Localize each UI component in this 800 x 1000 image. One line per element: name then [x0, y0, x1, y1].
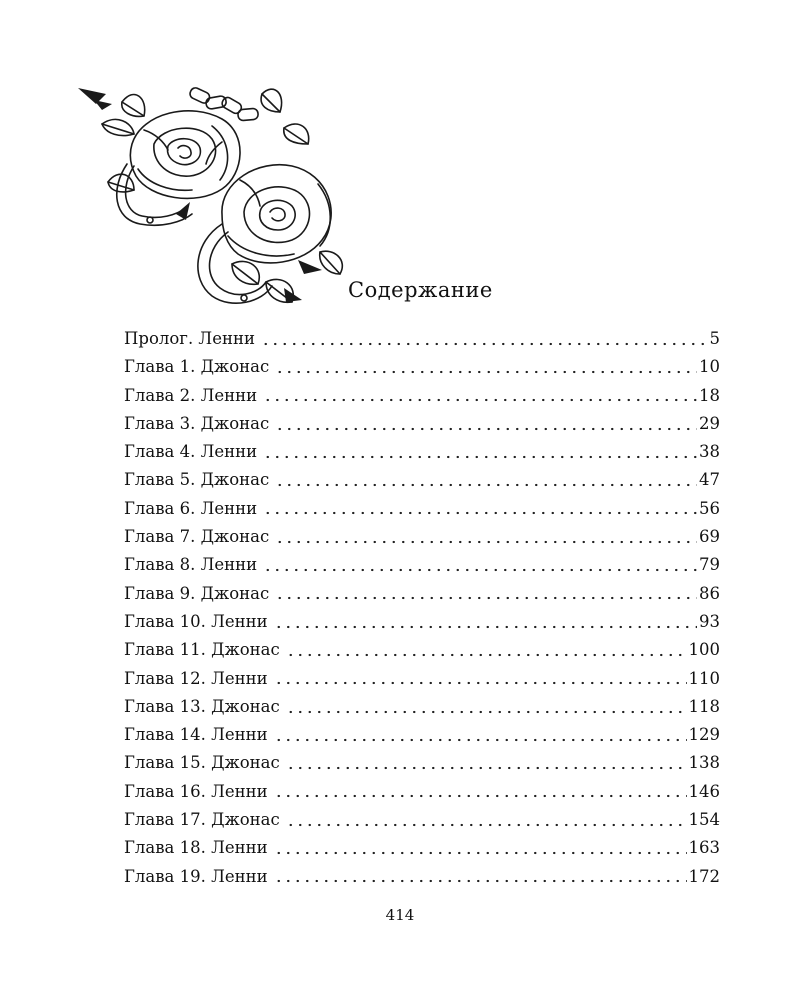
dot-leader — [263, 565, 697, 575]
toc-entry — [124, 551, 720, 579]
toc-entry-label: Глава 12. Ленни — [124, 668, 268, 688]
toc-entry-label: Глава 18. Ленни — [124, 838, 268, 858]
toc-entry-label: Глава 10. Ленни — [124, 611, 268, 631]
dot-leader — [274, 848, 687, 858]
toc-entry-page: 163 — [688, 838, 720, 858]
toc-entry-label: Глава 15. Джонас — [124, 753, 280, 773]
toc-entry-label: Глава 1. Джонас — [124, 357, 270, 377]
toc-entry — [124, 580, 720, 608]
toc-entry-page: 29 — [699, 413, 720, 433]
toc-entry-label: Глава 4. Ленни — [124, 442, 258, 462]
toc-entry-page: 138 — [688, 753, 720, 773]
toc-entry-page: 154 — [688, 810, 720, 830]
toc-entry-label: Глава 3. Джонас — [124, 413, 270, 433]
toc-entry — [124, 721, 720, 749]
toc-entry-label: Глава 13. Джонас — [124, 696, 280, 716]
toc-entry-label: Пролог. Ленни — [124, 329, 255, 348]
toc-entry-page: 100 — [688, 640, 720, 660]
dot-leader — [275, 480, 697, 490]
toc-entry — [124, 806, 720, 834]
toc-entry-page: 118 — [688, 696, 720, 716]
dot-leader — [263, 508, 697, 518]
toc-entry-page: 69 — [699, 527, 720, 547]
toc-entry-page: 93 — [699, 611, 720, 631]
dot-leader — [286, 650, 687, 660]
toc-entry-page: 18 — [699, 385, 720, 405]
dot-leader — [286, 820, 687, 830]
toc-entry-page: 47 — [699, 470, 720, 490]
dot-leader — [275, 424, 697, 434]
toc-entry-label: Глава 2. Ленни — [124, 385, 258, 405]
toc-entry — [124, 749, 720, 777]
toc-entry — [124, 495, 720, 523]
dot-leader — [274, 791, 687, 801]
toc-entry-label: Глава 11. Джонас — [124, 640, 280, 660]
toc-entry — [124, 693, 720, 721]
toc-entry-label: Глава 14. Ленни — [124, 725, 268, 745]
dot-leader — [261, 339, 708, 349]
toc-entry-page: 129 — [688, 725, 720, 745]
toc-entry-label: Глава 5. Джонас — [124, 470, 270, 490]
toc-entry-page: 38 — [699, 442, 720, 462]
toc-entry-label: Глава 6. Ленни — [124, 498, 258, 518]
dot-leader — [275, 367, 697, 377]
page-number: 414 — [385, 906, 415, 924]
toc-list — [124, 325, 720, 891]
dot-leader — [275, 593, 697, 603]
toc-entry — [124, 523, 720, 551]
roses-handcuffs-ornament-icon — [72, 64, 362, 314]
toc-entry — [124, 608, 720, 636]
dot-leader — [286, 707, 687, 717]
dot-leader — [274, 735, 687, 745]
toc-entry-label: Глава 7. Джонас — [124, 527, 270, 547]
toc-entry — [124, 636, 720, 664]
toc-title: Содержание — [348, 278, 493, 302]
toc-entry — [124, 863, 720, 891]
dot-leader — [263, 395, 697, 405]
toc-entry-page: 10 — [699, 357, 720, 377]
toc-entry — [124, 665, 720, 693]
toc-entry-page: 86 — [699, 583, 720, 603]
toc-entry-label: Глава 16. Ленни — [124, 781, 268, 801]
dot-leader — [274, 622, 697, 632]
toc-entry-label: Глава 9. Джонас — [124, 583, 270, 603]
toc-entry — [124, 778, 720, 806]
toc-entry — [124, 382, 720, 410]
toc-entry — [124, 834, 720, 862]
toc-entry-page: 172 — [688, 866, 720, 886]
toc-entry — [124, 438, 720, 466]
dot-leader — [275, 537, 697, 547]
dot-leader — [286, 763, 687, 773]
toc-entry-page: 56 — [699, 498, 720, 518]
dot-leader — [263, 452, 697, 462]
toc-entry — [124, 325, 720, 353]
toc-entry — [124, 466, 720, 494]
toc-entry — [124, 353, 720, 381]
toc-entry-label: Глава 8. Ленни — [124, 555, 258, 575]
toc-entry-page: 79 — [699, 555, 720, 575]
dot-leader — [274, 678, 687, 688]
toc-entry-label: Глава 19. Ленни — [124, 866, 268, 886]
toc-entry-page: 110 — [688, 668, 720, 688]
toc-entry — [124, 410, 720, 438]
toc-entry-page: 146 — [688, 781, 720, 801]
dot-leader — [274, 876, 687, 886]
toc-entry-page: 5 — [709, 329, 720, 348]
toc-entry-label: Глава 17. Джонас — [124, 810, 280, 830]
